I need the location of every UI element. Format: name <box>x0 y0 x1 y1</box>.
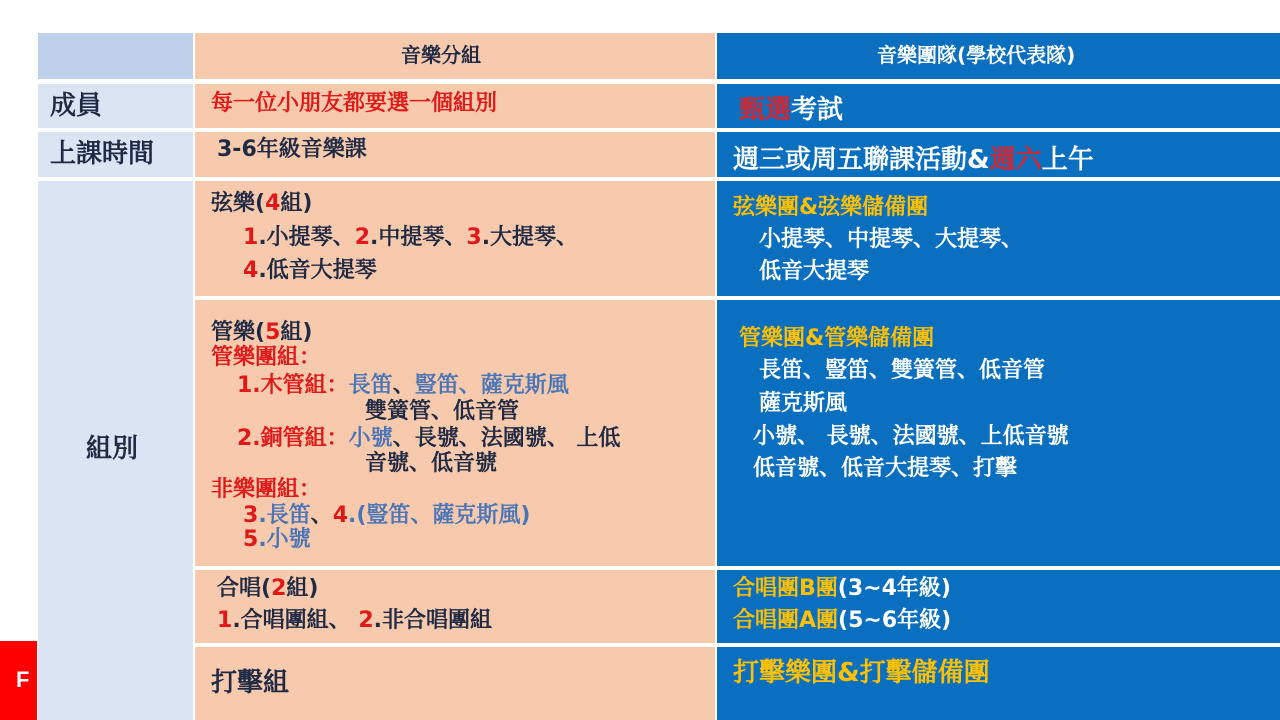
schedule-team-saturday: 週六 <box>989 145 1042 175</box>
winds-team-line3: 小號、 長號、法國號、上低音號 <box>753 424 1069 449</box>
member-label: 成員 <box>50 91 103 121</box>
strings-item2-sep: . <box>370 225 379 250</box>
winds-team-line2: 薩克斯風 <box>759 391 848 416</box>
strings-item4-sep: . <box>258 258 267 283</box>
nb4-num: 4 <box>332 503 348 528</box>
nb3-text: .長笛 <box>258 503 311 528</box>
strings-team-line1: 小提琴、中提琴、大提琴、 <box>759 227 1024 252</box>
winds-band-title: 管樂團組： <box>211 345 322 370</box>
strings-team-title: 弦樂團&弦樂儲備團 <box>733 195 929 220</box>
winds-team-title: 管樂團&管樂儲備團 <box>739 326 935 351</box>
strings-item3-num: 3 <box>466 225 482 250</box>
winds-title-a: 管樂( <box>211 320 266 345</box>
nb4-text: .(豎笛、薩克斯風) <box>348 503 531 528</box>
strings-title-b: 組) <box>280 191 313 216</box>
strings-title <box>211 193 312 215</box>
choir-team-b <box>733 578 951 600</box>
member-groups-text: 每一位小朋友都要選一個組別 <box>211 91 498 116</box>
winds-brass-line2: 音號、低音號 <box>365 451 498 476</box>
strings-item1-num: 1 <box>243 225 259 250</box>
choir-items <box>217 610 492 632</box>
choir-item2-num: 2 <box>358 608 374 633</box>
nb-sep: 、 <box>310 503 333 528</box>
winds-team-line4: 低音號、低音大提琴、打擊 <box>753 456 1018 481</box>
member-team-cell <box>717 84 1280 128</box>
choir-title-a: 合唱( <box>217 576 272 601</box>
schedule-team-cell <box>717 132 1280 177</box>
strings-items-line1 <box>243 227 578 249</box>
choir-title <box>217 578 318 600</box>
choir-team-b-grade: (3~4年級) <box>837 576 951 601</box>
strings-item3-sep: . <box>481 225 491 250</box>
woodwind-flute: 長笛 <box>348 373 393 398</box>
winds-woodwind-line2: 雙簧管、低音管 <box>365 399 520 424</box>
percussion-groups-cell <box>195 647 715 720</box>
brass-line1-rest: 、長號、法國號、 上低 <box>392 426 621 451</box>
member-groups-cell <box>195 84 715 128</box>
strings-title-a: 弦樂( <box>211 191 266 216</box>
choir-team-a-title: 合唱團A團 <box>733 608 839 633</box>
strings-items-line2 <box>243 260 377 282</box>
schedule-team-part3: 上午 <box>1041 145 1094 175</box>
header-music-groups: 音樂分組 <box>401 43 481 67</box>
woodwind-clarinet: 豎笛 <box>414 373 459 398</box>
woodwind-label: 1.木管組： <box>237 373 349 398</box>
corner-tab <box>0 641 37 720</box>
strings-item2-num: 2 <box>354 225 370 250</box>
choir-item2-text: .非合唱團組 <box>373 608 493 633</box>
strings-team-cell <box>717 181 1280 296</box>
choir-team-a-grade: (5~6年級) <box>838 608 952 633</box>
winds-groups-cell <box>195 300 715 566</box>
woodwind-sep2: 、 <box>458 373 481 398</box>
brass-trumpet: 小號 <box>348 426 393 451</box>
choir-team-a <box>733 610 951 632</box>
schedule-team-part1: 週三或周五聯課活動& <box>733 145 990 175</box>
strings-item4-num: 4 <box>243 258 259 283</box>
header-blank-cell <box>38 33 193 79</box>
brass-label: 2.銅管組： <box>237 426 349 451</box>
corner-tab-label: F <box>16 667 30 692</box>
header-music-team-cell <box>717 33 1280 79</box>
audition-highlight: 甄選 <box>739 95 792 125</box>
nb5-text: .小號 <box>258 527 311 552</box>
schedule-groups-cell <box>195 132 715 177</box>
nb5-num: 5 <box>243 527 259 552</box>
woodwind-sax: 薩克斯風 <box>480 373 569 398</box>
strings-item4-name: 低音大提琴 <box>266 258 377 283</box>
winds-title-num: 5 <box>265 320 281 345</box>
schedule-groups-text: 3-6年級音樂課 <box>217 137 367 162</box>
exam-text: 考試 <box>791 95 844 125</box>
woodwind-sep1: 、 <box>392 373 415 398</box>
winds-woodwind-line1 <box>237 375 569 397</box>
groups-label: 組別 <box>86 434 139 464</box>
member-team-text <box>739 97 843 123</box>
choir-item1-text: .合唱團組、 <box>232 608 359 633</box>
choir-groups-cell <box>195 570 715 643</box>
groups-label-cell <box>38 181 193 720</box>
winds-title <box>211 322 312 344</box>
schedule-label: 上課時間 <box>50 139 155 169</box>
percussion-groups-text: 打擊組 <box>211 668 290 698</box>
winds-nonband-line1 <box>243 505 530 527</box>
schedule-team-text <box>733 147 1094 173</box>
choir-title-num: 2 <box>271 576 287 601</box>
winds-team-cell <box>717 300 1280 566</box>
member-label-cell <box>38 84 193 128</box>
strings-item1-sep: . <box>258 225 267 250</box>
winds-title-b: 組) <box>280 320 313 345</box>
choir-team-b-title: 合唱團B團 <box>733 576 838 601</box>
strings-item3-name: 大提琴、 <box>490 225 579 250</box>
strings-item1-name: 小提琴、 <box>266 225 355 250</box>
nb3-num: 3 <box>243 503 259 528</box>
strings-team-line2: 低音大提琴 <box>759 259 870 284</box>
header-music-team: 音樂團隊(學校代表隊) <box>877 43 1076 67</box>
choir-item1-num: 1 <box>217 608 233 633</box>
header-music-groups-cell <box>195 33 715 79</box>
strings-groups-cell <box>195 181 715 296</box>
strings-title-num: 4 <box>265 191 281 216</box>
winds-brass-line1 <box>237 428 620 450</box>
choir-title-b: 組) <box>286 576 319 601</box>
winds-nonband-title: 非樂團組： <box>211 477 322 502</box>
percussion-team-cell <box>717 647 1280 720</box>
winds-team-line1: 長笛、豎笛、雙簧管、低音管 <box>759 358 1046 383</box>
percussion-team-text: 打擊樂團&打擊儲備團 <box>733 658 990 688</box>
strings-item2-name: 中提琴、 <box>378 225 467 250</box>
winds-nonband-line2 <box>243 529 311 551</box>
choir-team-cell <box>717 570 1280 643</box>
schedule-label-cell <box>38 132 193 177</box>
